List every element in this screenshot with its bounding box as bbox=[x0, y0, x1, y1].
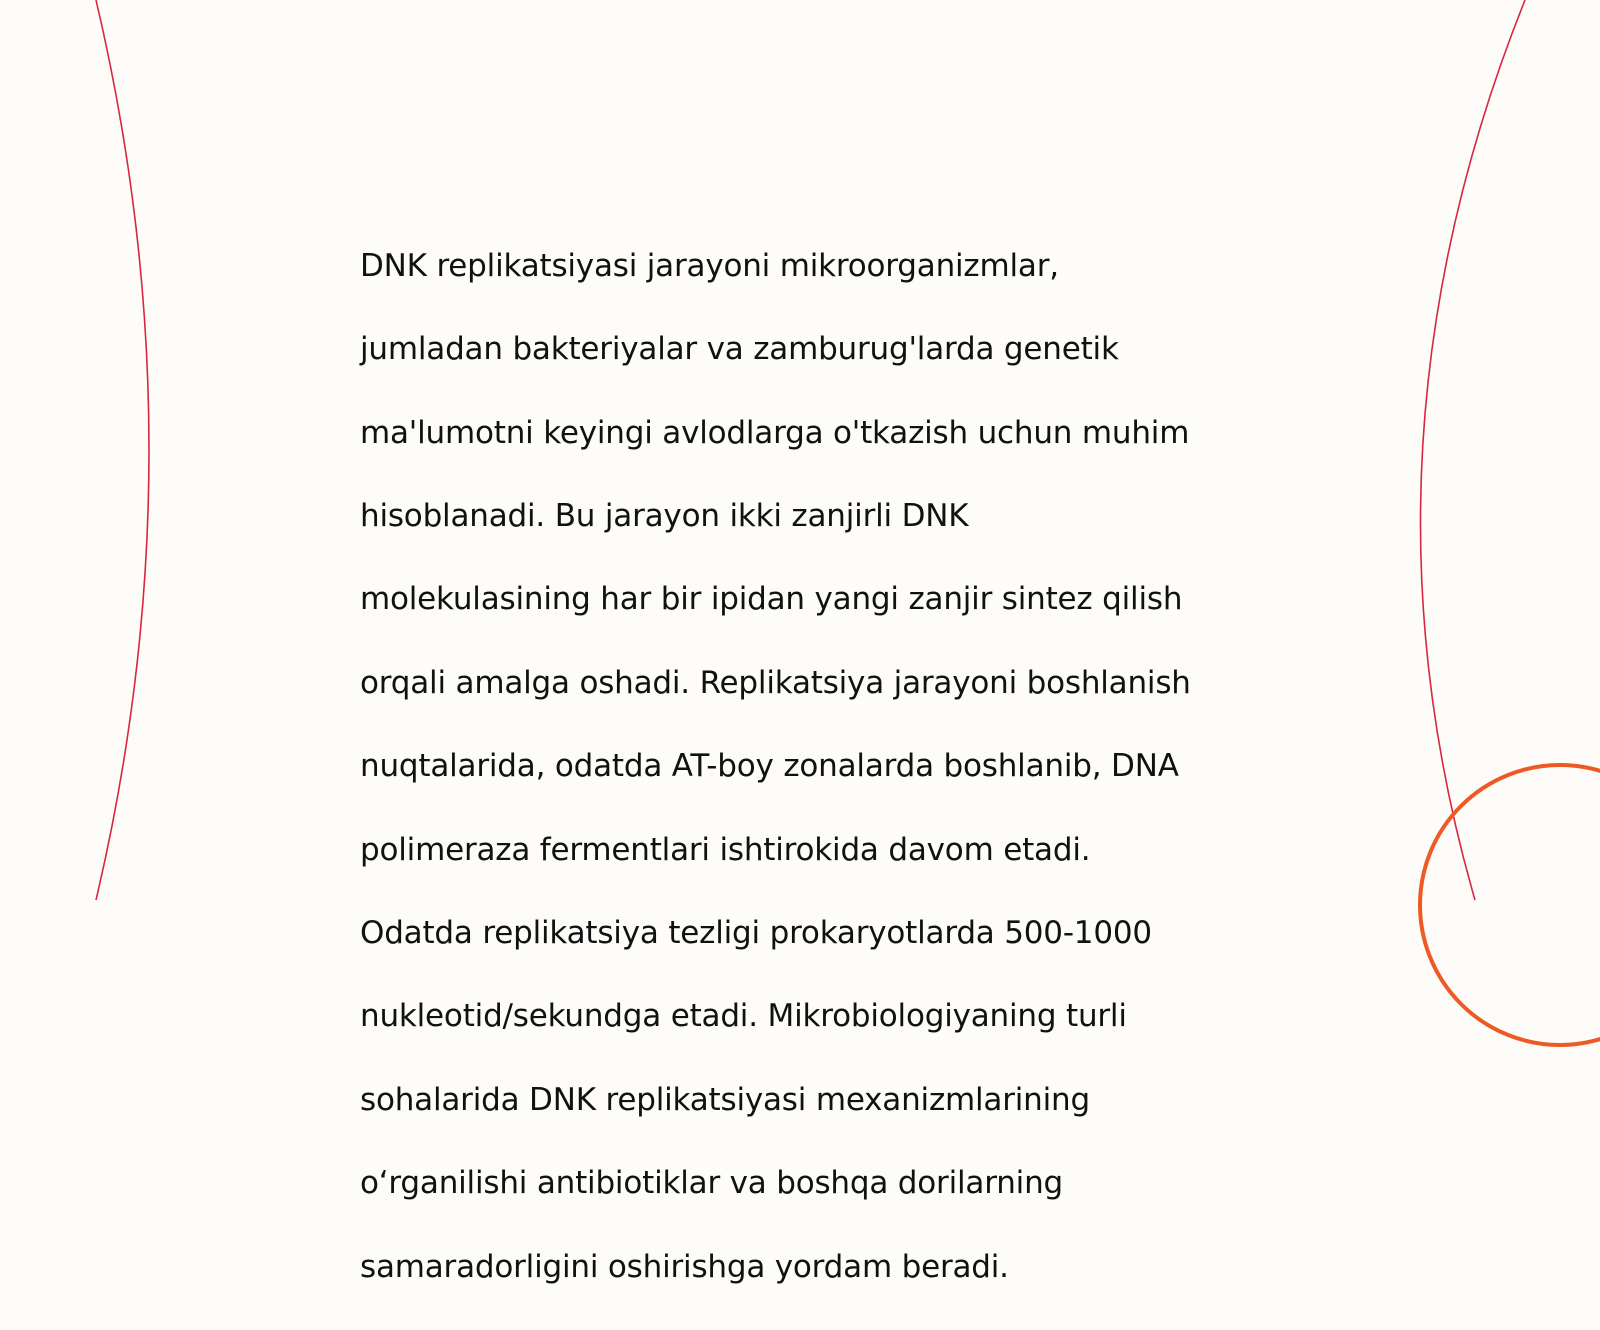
body-line: orqali amalga oshadi. Replikatsiya jarayoni boshlanish bbox=[360, 664, 1191, 701]
body-line: nukleotid/sekundga etadi. Mikrobiologiyaning turli bbox=[360, 998, 1127, 1035]
body-line: sohalarida DNK replikatsiyasi mexanizmlarining bbox=[360, 1081, 1090, 1118]
right-arc bbox=[1420, 0, 1525, 900]
body-line: DNK replikatsiyasi jarayoni mikroorganizmlar, bbox=[360, 247, 1059, 284]
body-line: molekulasining har bir ipidan yangi zanjir sintez qilish bbox=[360, 581, 1183, 618]
body-line: o‘rganilishi antibiotiklar va boshqa dorilarning bbox=[360, 1165, 1064, 1202]
body-line: Odatda replikatsiya tezligi prokaryotlarda 500-1000 bbox=[360, 914, 1152, 951]
left-arc bbox=[96, 0, 149, 900]
body-line: jumladan bakteriyalar va zamburug'larda genetik bbox=[360, 331, 1119, 368]
body-line: samaradorligini oshirishga yordam beradi. bbox=[360, 1248, 1009, 1285]
body-line: nuqtalarida, odatda AT-boy zonalarda boshlanib, DNA bbox=[360, 748, 1179, 785]
body-line: polimeraza fermentlari ishtirokida davom etadi. bbox=[360, 831, 1091, 868]
body-line: hisoblanadi. Bu jarayon ikki zanjirli DNK bbox=[360, 497, 969, 534]
orange-circle bbox=[1420, 765, 1600, 1045]
body-paragraph bbox=[360, 204, 1260, 1330]
body-line: ma'lumotni keyingi avlodlarga o'tkazish uchun muhim bbox=[360, 414, 1190, 451]
